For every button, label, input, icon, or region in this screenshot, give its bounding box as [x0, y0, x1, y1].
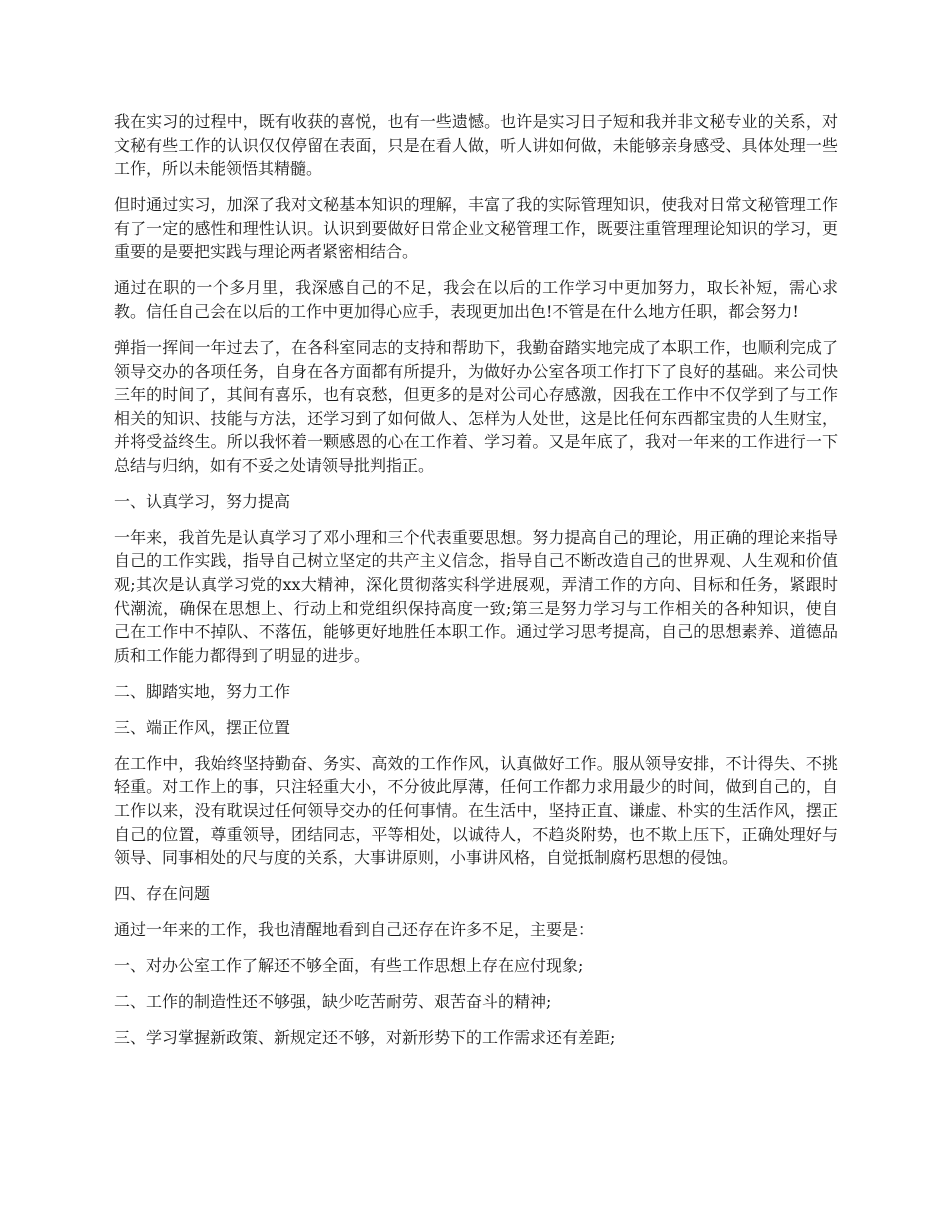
list-item-problem-1: 一、对办公室工作了解还不够全面，有些工作思想上存在应付现象; [114, 956, 584, 976]
list-item-problem-3: 三、学习掌握新政策、新规定还不够，对新形势下的工作需求还有差距; [114, 1028, 616, 1048]
paragraph-year-summary-intro: 弹指一挥间一年过去了，在各科室同志的支持和帮助下，我勤奋踏实地完成了本职工作，也顺利完成了领导交办的各项任务，自身在各方面都有所提升，为做好办公室各项工作打下了良好的基础。来公司快三年的时间了，其间有喜乐，也有哀愁，但更多的是对公司心存感激，因我在工作中不仅学到了与工作相关的知识、技能与方法，还学习到了如何做人、怎样为人处世，这是比任何东西都宝贵的人生财宝，并将受益终生。所以我怀着一颗感恩的心在工作着、学习着。又是年底了，我对一年来的工作进行一下总结与归纳，如有不妥之处请领导批判指正。 [114, 337, 838, 475]
paragraph-study-details: 一年来，我首先是认真学习了邓小理和三个代表重要思想。努力提高自己的理论，用正确的理论来指导自己的工作实践，指导自己树立坚定的共产主义信念，指导自己不断改造自己的世界观、人生观和价值观;其次是认真学习党的xx大精神，深化贯彻落实科学进展观，弄清工作的方向、目标和任务，紧跟时代潮流，确保在思想上、行动上和党组织保持高度一致;第三是努力学习与工作相关的各种知识，使自己在工作中不掉队、不落伍，能够更好地胜任本职工作。通过学习思考提高，自己的思想素养、道德品质和工作能力都得到了明显的进步。 [114, 527, 838, 665]
paragraph-internship-gains: 但时通过实习，加深了我对文秘基本知识的理解，丰富了我的实际管理知识，使我对日常文秘管理工作有了一定的感性和理性认识。认识到要做好日常企业文秘管理工作，既要注重管理理论知识的学习，更重要的是要把实践与理论两者紧密相结合。 [114, 195, 838, 262]
section-heading-conduct: 三、端正作风，摆正位置 [114, 717, 291, 737]
document-body [114, 110, 838, 1062]
section-heading-problems: 四、存在问题 [114, 884, 211, 904]
section-heading-study: 一、认真学习，努力提高 [114, 491, 291, 511]
paragraph-problems-intro: 通过一年来的工作，我也清醒地看到自己还存在许多不足，主要是： [114, 920, 595, 940]
section-heading-work: 二、脚踏实地，努力工作 [114, 681, 291, 701]
paragraph-self-improvement: 通过在职的一个多月里，我深感自己的不足，我会在以后的工作学习中更加努力，取长补短，需心求教。信任自己会在以后的工作中更加得心应手，表现更加出色!不管是在什么地方任职，都会努力! [114, 278, 838, 321]
paragraph-conduct-details: 在工作中，我始终坚持勤奋、务实、高效的工作作风，认真做好工作。服从领导安排，不计得失、不挑轻重。对工作上的事，只注轻重大小，不分彼此厚薄，任何工作都力求用最少的时间，做到自己的，自工作以来，没有耽误过任何领导交办的任何事情。在生活中，坚持正直、谦虚、朴实的生活作风，摆正自己的位置，尊重领导，团结同志，平等相处，以诚待人，不趋炎附势，也不欺上压下，正确处理好与领导、同事相处的尺与度的关系，大事讲原则，小事讲风格，自觉抵制腐朽思想的侵蚀。 [114, 753, 838, 868]
paragraph-internship-reflection: 我在实习的过程中，既有收获的喜悦，也有一些遗憾。也许是实习日子短和我并非文秘专业的关系，对文秘有些工作的认识仅仅停留在表面，只是在看人做，听人讲如何做，未能够亲身感受、具体处理一些工作，所以未能领悟其精髓。 [114, 112, 838, 179]
list-item-problem-2: 二、工作的制造性还不够强，缺少吃苦耐劳、艰苦奋斗的精神; [114, 992, 552, 1012]
